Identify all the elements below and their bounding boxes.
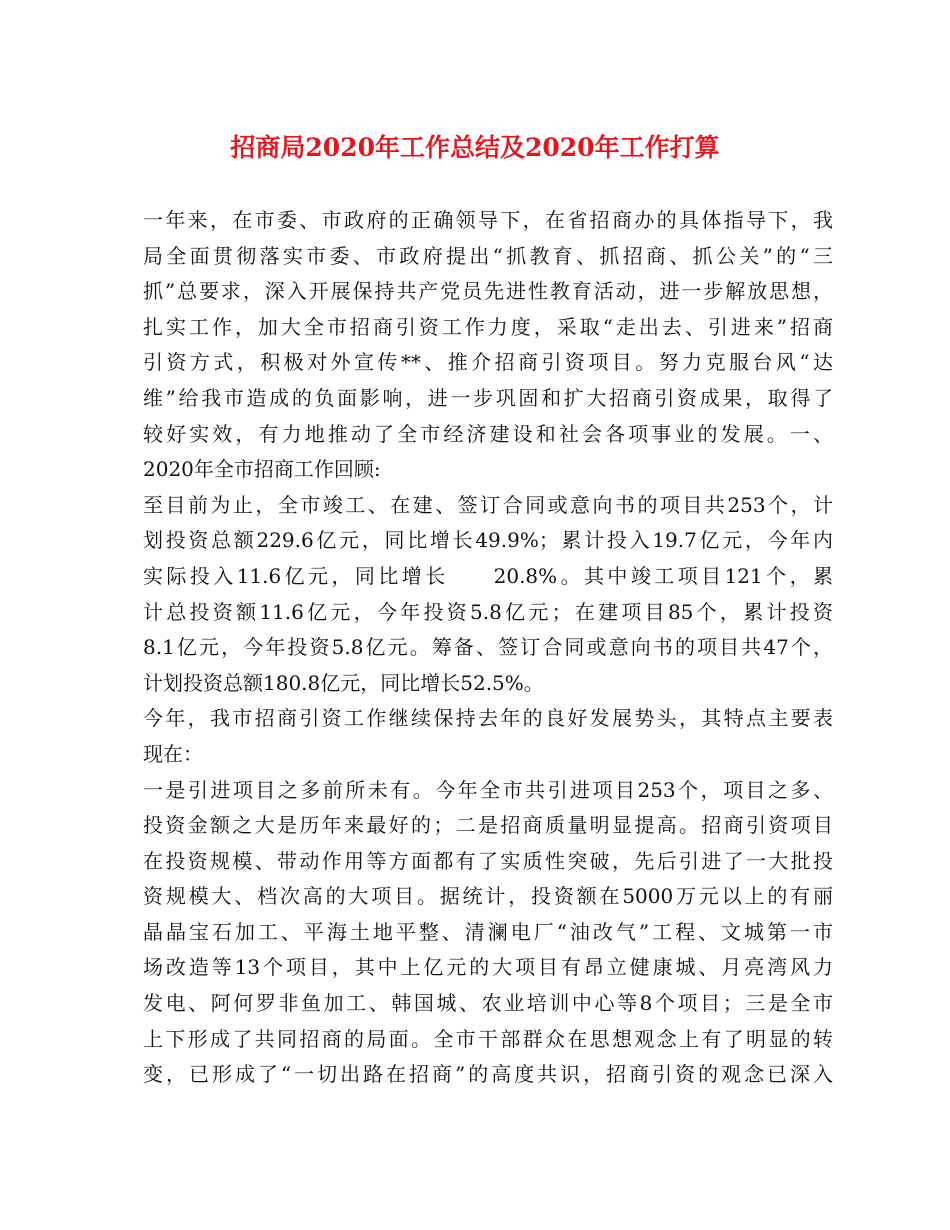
body-line [143, 559, 833, 595]
body-line: 8.1亿元，今年投资5.8亿元。筹备、签订合同或意向书的项目共47个， [143, 635, 833, 660]
body-line: 划投资总额229.6亿元，同比增长49.9%；累计投入19.7亿元，今年内 [143, 528, 833, 553]
body-line: 现在： [143, 741, 203, 766]
body-line-segment: 20.8%。其中竣工项目121个，累 [493, 563, 833, 588]
body-line: 较好实效，有力地推动了全市经济建设和社会各项事业的发展。一、 [143, 421, 833, 446]
body-line-segment: 实际投入11.6亿元，同比增长 [143, 563, 449, 588]
body-line: 在投资规模、带动作用等方面都有了实质性突破，先后引进了一大批投 [143, 848, 833, 873]
body-line: 上下形成了共同招商的局面。全市干部群众在思想观念上有了明显的转 [143, 1026, 833, 1051]
body-line: 局全面贯彻落实市委、市政府提出“抓教育、抓招商、抓公关”的“三 [143, 243, 833, 268]
body-line: 一年来，在市委、市政府的正确领导下，在省招商办的具体指导下，我 [143, 208, 833, 232]
body-line: 发电、阿何罗非鱼加工、韩国城、农业培训中心等8个项目；三是全市 [143, 991, 833, 1016]
body-line: 计总投资额11.6亿元，今年投资5.8亿元；在建项目85个，累计投资 [143, 599, 833, 624]
body-line: 投资金额之大是历年来最好的；二是招商质量明显提高。招商引资项目 [143, 813, 833, 838]
body-line: 场改造等13个项目，其中上亿元的大项目有昂立健康城、月亮湾风力 [143, 955, 833, 980]
document-body [143, 203, 833, 1093]
body-line: 资规模大、档次高的大项目。据统计，投资额在5000万元以上的有丽 [143, 884, 833, 909]
body-line: 一是引进项目之多前所未有。今年全市共引进项目253个，项目之多、 [143, 777, 833, 802]
body-line: 晶晶宝石加工、平海土地平整、清澜电厂“油改气”工程、文城第一市 [143, 919, 833, 944]
body-line: 引资方式，积极对外宣传**、推介招商引资项目。努力克服台风“达 [143, 350, 833, 375]
body-line: 计划投资总额180.8亿元，同比增长52.5%。 [143, 670, 544, 695]
body-line: 变，已形成了“一切出路在招商”的高度共识，招商引资的观念已深入 [143, 1062, 833, 1087]
document-title: 招商局2020年工作总结及2020年工作打算 [230, 133, 720, 162]
body-line: 2020年全市招商工作回顾: [143, 457, 381, 482]
body-line: 维”给我市造成的负面影响，进一步巩固和扩大招商引资成果，取得了 [143, 385, 833, 410]
body-line: 扎实工作，加大全市招商引资工作力度，采取“走出去、引进来”招商 [143, 314, 833, 339]
body-line: 今年，我市招商引资工作继续保持去年的良好发展势头，其特点主要表 [143, 706, 833, 731]
body-line: 抓”总要求，深入开展保持共产党员先进性教育活动，进一步解放思想， [143, 279, 833, 304]
body-line: 至目前为止，全市竣工、在建、签订合同或意向书的项目共253个，计 [143, 492, 833, 517]
